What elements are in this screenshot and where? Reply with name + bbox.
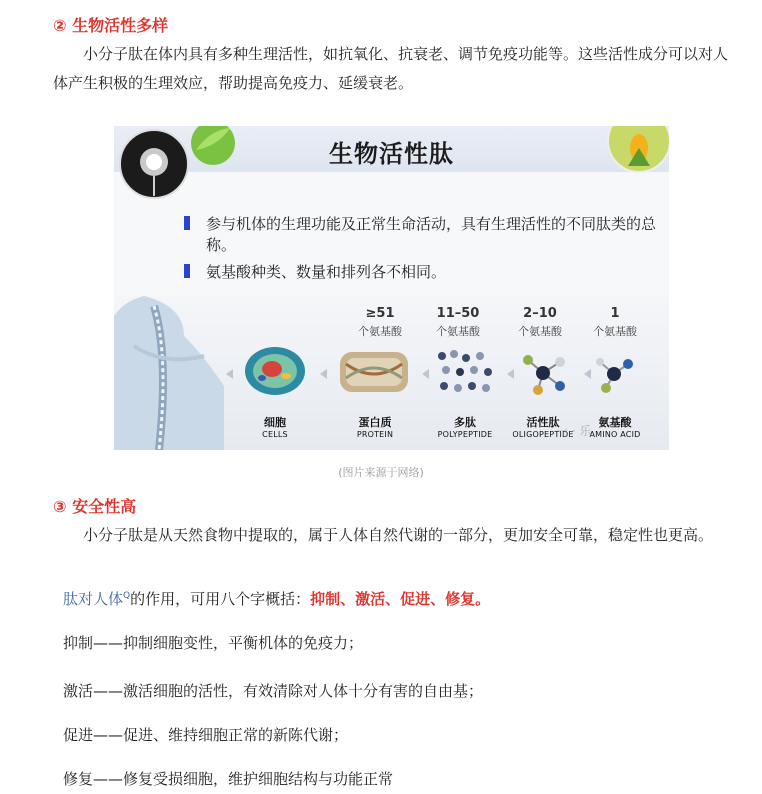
effect-item-promote: 促进——促进、维持细胞正常的新陈代谢； xyxy=(63,726,349,744)
oligopeptide-count: 2–10 xyxy=(523,306,557,321)
amino-acid-label-en: AMINO ACID xyxy=(589,430,641,439)
amino-acid-image xyxy=(592,352,636,396)
polypeptide-count: 11–50 xyxy=(436,306,480,321)
arrow-left-icon xyxy=(584,369,591,379)
bioactivity-paragraph: 小分子肽在体内具有多种生理活性，如抗氧化、抗衰老、调节免疫功能等。这些活性成分可以对人体产生积极的生理效应，帮助提高免疫力、延缓衰老。 xyxy=(53,45,729,92)
polypeptide-label: 多肽 xyxy=(454,416,476,429)
oligopeptide-count-unit: 个氨基酸 xyxy=(518,325,562,338)
effects-keywords: 抑制、激活、促进、修复。 xyxy=(310,590,491,608)
protein-count-unit: 个氨基酸 xyxy=(358,325,402,338)
arrow-left-icon xyxy=(422,369,429,379)
leaf-image xyxy=(190,126,236,166)
bullet-marker xyxy=(184,216,190,230)
cells-label-en: CELLS xyxy=(262,430,288,439)
search-icon[interactable]: Q xyxy=(123,591,131,601)
effect-item-inhibit: 抑制——抑制细胞变性，平衡机体的免疫力； xyxy=(63,634,364,652)
oligopeptide-image xyxy=(518,348,568,398)
bioactive-peptide-figure xyxy=(114,126,669,450)
figure-title: 生物活性肽 xyxy=(329,140,454,168)
cell-image xyxy=(242,344,308,398)
arrow-left-icon xyxy=(320,369,327,379)
protein-label-en: PROTEIN xyxy=(356,430,394,439)
figure-bullet-1: 参与机体的生理功能及正常生命活动，具有生理活性的不同肽类的总称。 xyxy=(206,215,657,254)
figure-bullet-2: 氨基酸种类、数量和排列各不相同。 xyxy=(206,263,447,281)
oligopeptide-label: 活性肽 xyxy=(526,416,560,429)
bullet-marker xyxy=(184,264,190,278)
effect-item-repair: 修复——修复受损细胞，维护细胞结构与功能正常 xyxy=(63,770,394,788)
watermark: 一 · 乐 xyxy=(556,424,592,438)
amino-acid-count-unit: 个氨基酸 xyxy=(593,325,637,338)
tulip-image xyxy=(606,126,669,174)
section-heading-safety: ③ 安全性高 xyxy=(53,497,137,516)
figure-caption: (图片来源于网络) xyxy=(338,466,424,479)
polypeptide-image xyxy=(434,346,496,398)
polypeptide-label-en: POLYPEPTIDE xyxy=(437,430,493,439)
human-spine-image xyxy=(114,296,234,450)
peptide-body-link[interactable]: 肽对人体 xyxy=(63,590,124,608)
safety-paragraph: 小分子肽是从天然食物中提取的，属于人体自然代谢的一部分，更加安全可靠，稳定性也更高。 xyxy=(83,526,714,544)
amino-acid-count: 1 xyxy=(610,306,620,321)
amino-acid-label: 氨基酸 xyxy=(598,416,632,429)
arrow-left-icon xyxy=(507,369,514,379)
effect-item-activate: 激活——激活细胞的活性，有效清除对人体十分有害的自由基； xyxy=(63,682,484,700)
oligopeptide-label-en: OLIGOPEPTIDE xyxy=(512,430,574,439)
protein-image xyxy=(336,344,412,400)
protein-count: ≥51 xyxy=(365,306,395,321)
arrow-left-icon xyxy=(226,369,233,379)
section-heading-bioactivity: ② 生物活性多样 xyxy=(53,16,169,35)
cells-label: 细胞 xyxy=(264,416,286,429)
dandelion-image xyxy=(118,128,190,200)
effects-intro-text: 的作用，可用八个字概括： xyxy=(130,590,311,608)
protein-label: 蛋白质 xyxy=(358,416,392,429)
polypeptide-count-unit: 个氨基酸 xyxy=(436,325,480,338)
effects-intro xyxy=(63,588,490,609)
